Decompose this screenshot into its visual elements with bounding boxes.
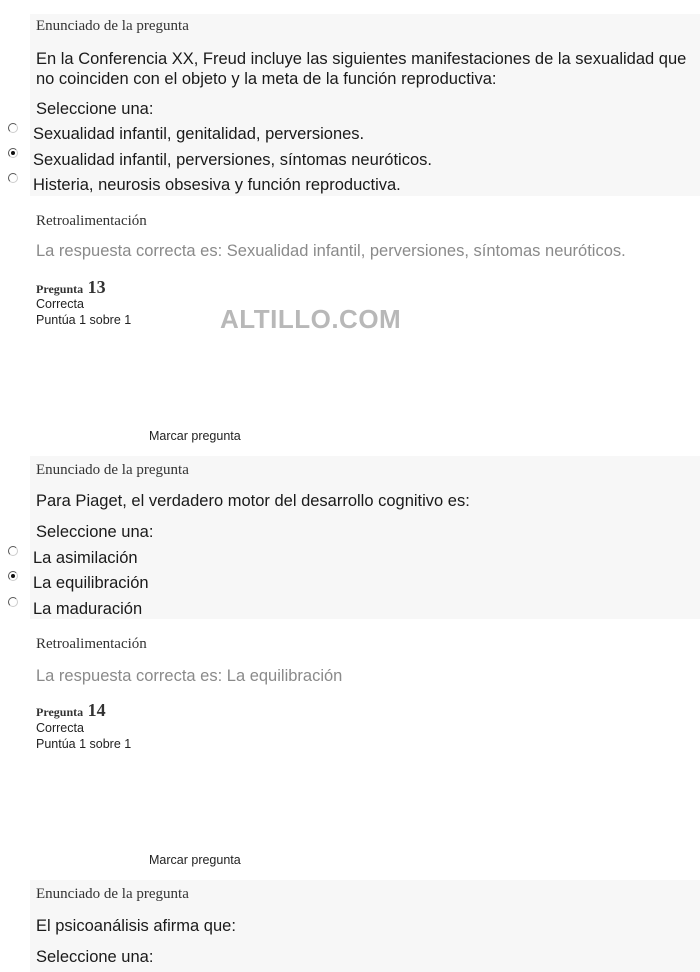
question-label: Pregunta: [36, 705, 84, 719]
question-13-info: [36, 277, 106, 298]
answer-option-1[interactable]: La asimilación: [33, 549, 138, 567]
question-score: Puntúa 1 sobre 1: [36, 313, 132, 327]
question-number: 14: [87, 700, 106, 720]
question-statement-heading: Enunciado de la pregunta: [36, 18, 189, 34]
question-14-info: [36, 700, 106, 721]
question-status: Correcta: [36, 721, 84, 735]
radio-option-3[interactable]: [8, 597, 18, 607]
feedback-text: La respuesta correcta es: Sexualidad infantil, perversiones, síntomas neuróticos.: [36, 242, 626, 260]
radio-option-2-selected[interactable]: [8, 571, 18, 581]
select-one-prompt: Seleccione una:: [36, 100, 154, 118]
flag-question-link[interactable]: Marcar pregunta: [149, 853, 241, 867]
question-text: El psicoanálisis afirma que:: [36, 917, 236, 935]
feedback-heading: Retroalimentación: [36, 213, 147, 229]
select-one-prompt: Seleccione una:: [36, 948, 154, 966]
watermark: ALTILLO.COM: [220, 304, 402, 334]
answer-option-3[interactable]: Histeria, neurosis obsesiva y función reproductiva.: [33, 176, 401, 194]
select-one-prompt: Seleccione una:: [36, 523, 154, 541]
feedback-heading: Retroalimentación: [36, 636, 147, 652]
question-text: Para Piaget, el verdadero motor del desarrollo cognitivo es:: [36, 492, 470, 510]
feedback-text: La respuesta correcta es: La equilibración: [36, 667, 343, 685]
flag-question-link[interactable]: Marcar pregunta: [149, 429, 241, 443]
question-number: 13: [87, 277, 106, 297]
question-statement-heading: Enunciado de la pregunta: [36, 462, 189, 478]
question-text: En la Conferencia XX, Freud incluye las siguientes manifestaciones de la sexualidad que no coinciden con el objeto y la meta de la función reproductiva:: [36, 50, 687, 88]
answer-option-2[interactable]: La equilibración: [33, 574, 149, 592]
radio-option-3[interactable]: [8, 173, 18, 183]
question-status: Correcta: [36, 297, 84, 311]
radio-option-1[interactable]: [8, 546, 18, 556]
answer-option-3[interactable]: La maduración: [33, 600, 143, 618]
question-label: Pregunta: [36, 282, 84, 296]
answer-option-1[interactable]: Sexualidad infantil, genitalidad, perversiones.: [33, 125, 365, 143]
radio-option-2-selected[interactable]: [8, 148, 18, 158]
question-statement-heading: Enunciado de la pregunta: [36, 886, 189, 902]
answer-option-2[interactable]: Sexualidad infantil, perversiones, síntomas neuróticos.: [33, 151, 432, 169]
radio-option-1[interactable]: [8, 123, 18, 133]
question-score: Puntúa 1 sobre 1: [36, 737, 132, 751]
